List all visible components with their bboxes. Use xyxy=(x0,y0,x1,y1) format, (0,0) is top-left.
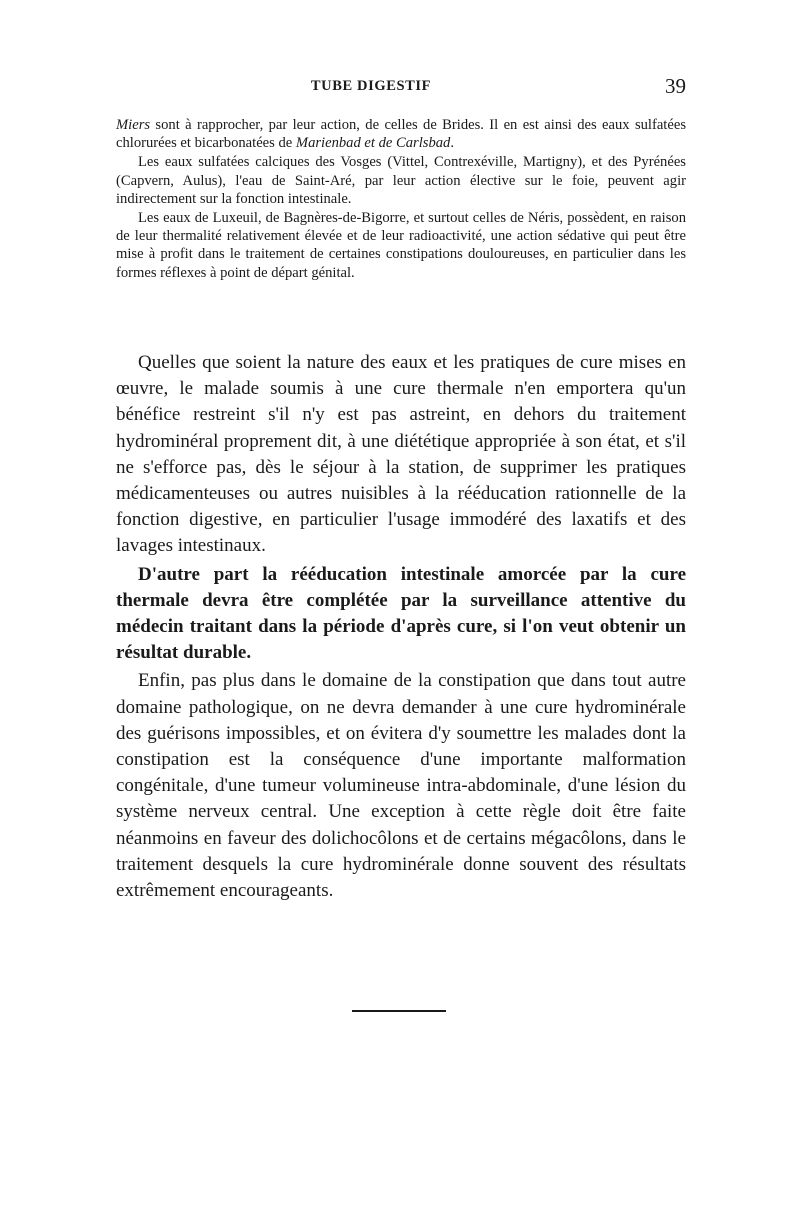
small-print-section xyxy=(116,116,686,282)
italic-term-miers: Miers xyxy=(116,117,151,133)
small-paragraph-1-text: sont à rapprocher, par leur action, de celles de Brides. Il en est ainsi des eaux sulfatées chlorurées et bicarbonatées de xyxy=(116,117,686,152)
small-paragraph-1-end: . xyxy=(450,135,455,152)
small-paragraph-3: Les eaux de Luxeuil, de Bagnères-de-Bigorre, et surtout celles de Néris, possèdent, en raison de leur thermalité relativement élevée et de leur radioactivité, une action sédative qui peut être mise à profit dans le traitement de certaines constipations douloureuses, en particulier dans les formes réflexes à point de départ génital. xyxy=(116,210,686,281)
main-text-section xyxy=(116,350,686,904)
main-paragraph-3: Enfin, pas plus dans le domaine de la constipation que dans tout autre domaine pathologique, on ne devra demander à une cure hydrominérale des guérisons impossibles, et on évitera d'y soumettre les malades dont la constipation est la conséquence d'une importante malformation congénitale, d'une tumeur volumineuse intra-abdominale, d'une lésion du système nerveux central. Une exception à cette règle doit être faite néanmoins en faveur des dolichocôlons et de certains mégacôlons, dans le traitement desquels la cure hydrominérale donne souvent des résultats extrêmement encourageants. xyxy=(116,670,686,902)
main-paragraph-2: D'autre part la rééducation intestinale amorcée par la cure thermale devra être complétée par la surveillance attentive du médecin traitant dans la période d'après cure, si l'on veut obtenir un résultat durable. xyxy=(116,563,686,664)
italic-term-marienbad: Marienbad et de Carlsbad xyxy=(295,135,451,152)
running-title: TUBE DIGESTIF xyxy=(310,78,432,94)
small-paragraph-1 xyxy=(116,116,686,152)
page-number: 39 xyxy=(665,74,686,98)
section-end-rule xyxy=(352,1010,446,1012)
small-paragraph-2: Les eaux sulfatées calciques des Vosges (Vittel, Contrexéville, Martigny), et des Pyrénées (Capvern, Aulus), l'eau de Saint-Aré, par leur action élective sur le foie, peuvent agir indirectement sur la fonction intestinale. xyxy=(116,154,686,207)
main-paragraph-1: Quelles que soient la nature des eaux et les pratiques de cure mises en œuvre, le malade soumis à une cure thermale n'en emportera qu'un bénéfice restreint s'il n'y est pas astreint, en dehors du traitement hydrominéral proprement dit, à une diététique appropriée à son état, et s'il ne s'efforce pas, dès le séjour à la station, de supprimer les pratiques médicamenteuses ou autres nuisibles à la rééducation rationnelle de la fonction digestive, en particulier l'usage immodéré des laxatifs et des lavages intestinaux. xyxy=(116,352,686,557)
running-header xyxy=(116,74,686,100)
